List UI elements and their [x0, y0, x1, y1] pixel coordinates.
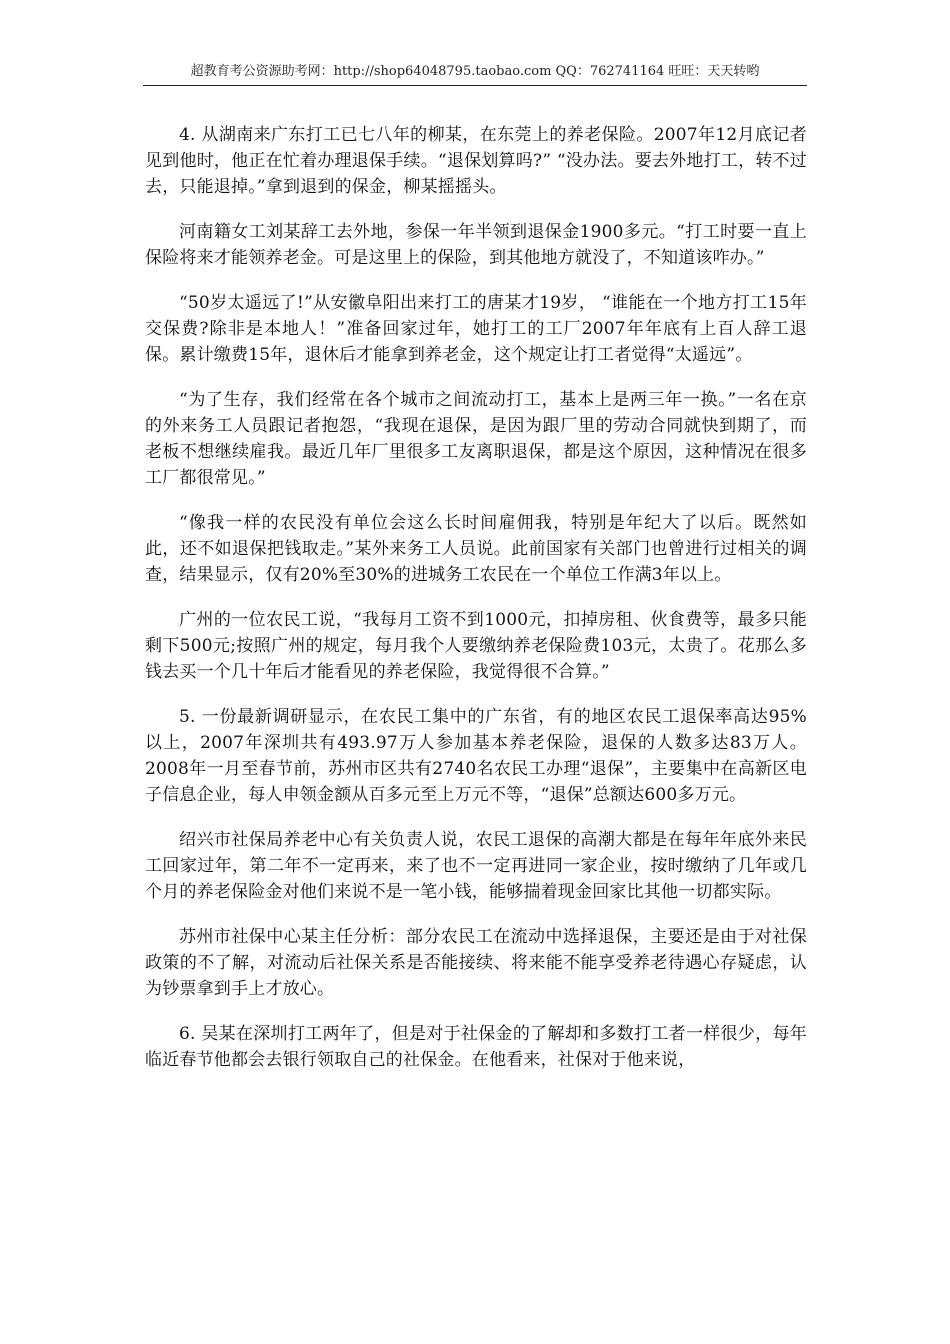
paragraph-7: 5. 一份最新调研显示，在农民工集中的广东省，有的地区农民工退保率高达95%以上，2007年深圳共有493.97万人参加基本养老保险，退保的人数多达83万人。2008年一月至春节前，苏州市区共有2740名农民工办理“退保”，主要集中在高新区电子信息企业，每人申领金额从百多元至上万元不等，“退保”总额达600多万元。 [145, 707, 807, 805]
paragraph-1: 4. 从湖南来广东打工已七八年的柳某，在东莞上的养老保险。2007年12月底记者见到他时，他正在忙着办理退保手续。“退保划算吗?” “没办法。要去外地打工，转不过去，只能退掉。”拿到退到的保金，柳某摇摇头。 [145, 125, 807, 197]
paragraph-4: “为了生存，我们经常在各个城市之间流动打工，基本上是两三年一换。”一名在京的外来务工人员跟记者抱怨，“我现在退保，是因为跟厂里的劳动合同就快到期了，而老板不想继续雇我。最近几年厂里很多工友离职退保，都是这个原因，这种情况在很多工厂都很常见。” [145, 390, 807, 488]
document-body [145, 122, 807, 1092]
paragraph-6: 广州的一位农民工说，“我每月工资不到1000元，扣掉房租、伙食费等，最多只能剩下500元;按照广州的规定，每月我个人要缴纳养老保险费103元，太贵了。花那么多钱去买一个几十年后才能看见的养老保险，我觉得很不合算。” [145, 610, 807, 682]
paragraph-10: 6. 吴某在深圳打工两年了，但是对于社保金的了解却和多数打工者一样很少，每年临近春节他都会去银行领取自己的社保金。在他看来，社保对于他来说， [145, 1024, 807, 1070]
page-header: 超教育考公资源助考网：http://shop64048795.taobao.com QQ：762741164 旺旺：天天转哟 [190, 64, 760, 79]
paragraph-9: 苏州市社保中心某主任分析：部分农民工在流动中选择退保，主要还是由于对社保政策的不了解，对流动后社保关系是否能接续、将来能不能享受养老待遇心存疑虑，认为钞票拿到手上才放心。 [145, 927, 807, 999]
header-rule [143, 85, 807, 86]
paragraph-5: “像我一样的农民没有单位会这么长时间雇佣我，特别是年纪大了以后。既然如此，还不如退保把钱取走。”某外来务工人员说。此前国家有关部门也曾进行过相关的调查，结果显示，仅有20%至30%的进城务工农民在一个单位工作满3年以上。 [145, 513, 807, 585]
paragraph-2: 河南籍女工刘某辞工去外地，参保一年半领到退保金1900多元。“打工时要一直上保险将来才能领养老金。可是这里上的保险，到其他地方就没了，不知道该咋办。” [145, 222, 807, 268]
paragraph-8: 绍兴市社保局养老中心有关负责人说，农民工退保的高潮大都是在每年年底外来民工回家过年，第二年不一定再来，来了也不一定再进同一家企业，按时缴纳了几年或几个月的养老保险金对他们来说不是一笔小钱，能够揣着现金回家比其他一切都实际。 [145, 830, 807, 902]
paragraph-3: “50岁太遥远了!”从安徽阜阳出来打工的唐某才19岁， “谁能在一个地方打工15年交保费?除非是本地人！”准备回家过年，她打工的工厂2007年年底有上百人辞工退保。累计缴费15年，退休后才能拿到养老金，这个规定让打工者觉得“太遥远”。 [145, 293, 807, 365]
